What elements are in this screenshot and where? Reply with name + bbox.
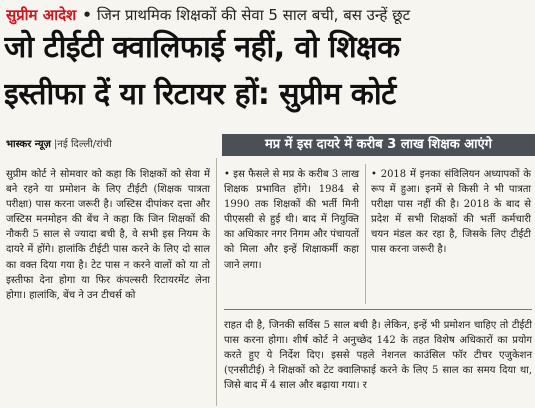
article-column-left: सुप्रीम कोर्ट ने सोमवार को कहा कि शिक्षकों को सेवा में बने रहने या प्रमोशन के लिए टीईटी (शिक्षक पात्रता परीक्षा) पास करना जरूरी है। जस्टिस दीपांकर दत्ता और जस्टिस मनमोहन की बेंच ने कहा कि जिन शिक्षकों की नौकरी 5 साल से ज्यादा बची है, वे सभी इस नियम के दायरे में होंगे। हालांकि टीईटी पास करने के लिए दो साल का वक्त दिया गया है। टेट पास न करने वालों को या तो इस्तीफा देना होगा या फिर कंपल्सरी रिटायरमेंट लेना होगा। हालांकि, बेंच ने उन टीचर्स को — [6, 169, 210, 301]
column-divider-left — [216, 158, 217, 406]
byline-source: भास्कर न्यूज़ — [6, 139, 51, 150]
section-banner: मप्र में इस दायरे में करीब 3 लाख शिक्षक आएंगे — [222, 134, 535, 156]
kicker-label: सुप्रीम आदेश — [6, 6, 77, 24]
headline-line-2: इस्तीफा दें या रिटायर हों: सुप्रीम कोर्ट — [4, 77, 396, 112]
section-divider — [224, 309, 532, 310]
byline-location: |नई दिल्ली/रांची — [53, 139, 112, 150]
headline-line-1: जो टीईटी क्वालिफाई नहीं, वो शिक्षक — [4, 30, 400, 65]
kicker-line — [6, 4, 530, 26]
article-column-continuation: राहत दी है, जिनकी सर्विस 5 साल बची है। लेकिन, इन्हें भी प्रमोशन चाहिए तो टीईटी पास करना होगा। शीर्ष कोर्ट ने अनुच्छेद 142 के तहत विशेष अधिकारों का प्रयोग करते हुए ये निर्देश दिए। इससे पहले नेशनल काउंसिल फॉर टीचर एजुकेशन (एनसीटीई) ने शिक्षकों को टेट क्वालिफाई करने के लिए 5 साल का समय दिया था, जिसे बाद में 4 साल और बढ़ाया गया। र — [224, 320, 532, 392]
kicker-bullet: • — [82, 6, 92, 24]
byline — [6, 137, 112, 153]
article-column-right: • 2018 में इनका संविलियन अध्यापकों के रूप में हुआ। इनमें से किसी ने भी पात्रता परीक्षा पास नहीं की है। 2018 के बाद से प्रदेश में सभी शिक्षकों की भर्ती कर्मचारी चयन मंडल कर रहा है, जिसके लिए टीईटी पास करना जरूरी है। — [371, 169, 531, 256]
column-divider-right — [365, 164, 366, 304]
article-column-middle: • इस फैसले से मप्र के करीब 3 लाख शिक्षक प्रभावित होंगे। 1984 से 1990 तक शिक्षकों की भर्ती मिनी पीएससी से हुई थी। बाद में नियुक्ति का अधिकार नगर निगम और पंचायतों को मिला और इन्हें शिक्षाकर्मी कहा जाने लगा। — [224, 169, 359, 271]
kicker-text: जिन प्राथमिक शिक्षकों की सेवा 5 साल बची, बस उन्हें छूट — [96, 6, 411, 24]
